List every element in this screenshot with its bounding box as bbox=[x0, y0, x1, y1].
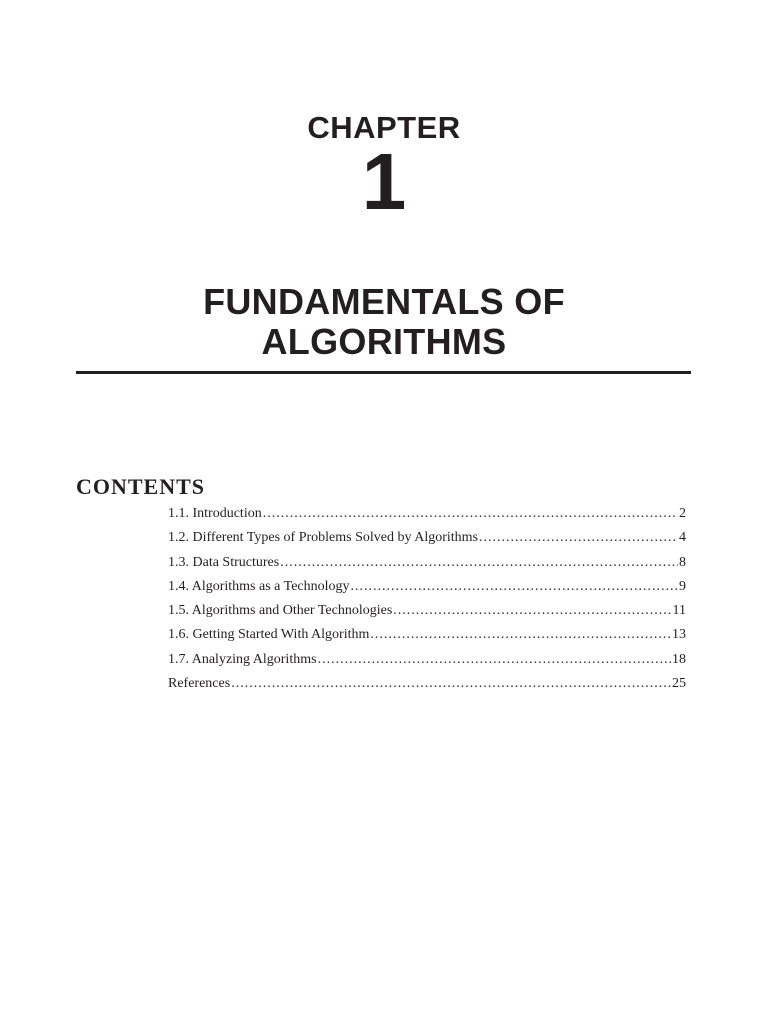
title-divider bbox=[76, 371, 691, 374]
toc-dot-leader bbox=[231, 674, 671, 694]
toc-dot-leader bbox=[370, 625, 671, 645]
table-of-contents bbox=[168, 504, 686, 698]
toc-entry-1-4[interactable] bbox=[168, 577, 686, 601]
toc-entry-label: 1.3. Data Structures bbox=[168, 554, 280, 570]
toc-entry-label: 1.1. Introduction bbox=[168, 506, 262, 521]
toc-entry-references[interactable] bbox=[168, 674, 686, 698]
toc-entry-1-2[interactable] bbox=[168, 528, 686, 552]
toc-entry-label: References bbox=[168, 676, 231, 692]
chapter-number: 1 bbox=[361, 137, 407, 226]
toc-entry-label: 1.2. Different Types of Problems Solved by Algorithms bbox=[168, 530, 478, 546]
toc-entry-label: 1.6. Getting Started With Algorithm bbox=[168, 627, 370, 643]
toc-dot-leader bbox=[318, 650, 671, 670]
toc-dot-leader bbox=[280, 553, 678, 573]
toc-entry-page: 25 bbox=[672, 676, 686, 692]
toc-entry-1-1[interactable] bbox=[168, 504, 686, 528]
toc-entry-label: 1.4. Algorithms as a Technology bbox=[168, 578, 350, 594]
toc-entry-label: 1.5. Algorithms and Other Technologies bbox=[168, 603, 393, 619]
toc-dot-leader bbox=[393, 601, 671, 621]
toc-dot-leader bbox=[479, 528, 678, 548]
chapter-label: CHAPTER bbox=[307, 110, 461, 145]
contents-heading: CONTENTS bbox=[76, 474, 206, 499]
toc-entry-page: 18 bbox=[672, 651, 686, 667]
toc-dot-leader bbox=[263, 504, 678, 524]
chapter-title bbox=[0, 282, 768, 362]
toc-entry-page: 8 bbox=[679, 554, 686, 570]
toc-entry-label: 1.7. Analyzing Algorithms bbox=[168, 651, 317, 667]
toc-entry-page: 9 bbox=[679, 578, 686, 594]
toc-entry-1-6[interactable] bbox=[168, 625, 686, 649]
toc-dot-leader bbox=[351, 577, 678, 597]
toc-entry-page: 13 bbox=[672, 627, 686, 643]
toc-entry-page: 11 bbox=[672, 603, 686, 619]
toc-entry-page: 4 bbox=[679, 530, 686, 546]
chapter-title-line-1: FUNDAMENTALS OF bbox=[203, 281, 565, 322]
chapter-title-line-2: ALGORITHMS bbox=[261, 321, 507, 362]
toc-entry-page: 2 bbox=[679, 506, 686, 521]
toc-entry-1-5[interactable] bbox=[168, 601, 686, 625]
toc-entry-1-3[interactable] bbox=[168, 553, 686, 577]
toc-entry-1-7[interactable] bbox=[168, 650, 686, 674]
